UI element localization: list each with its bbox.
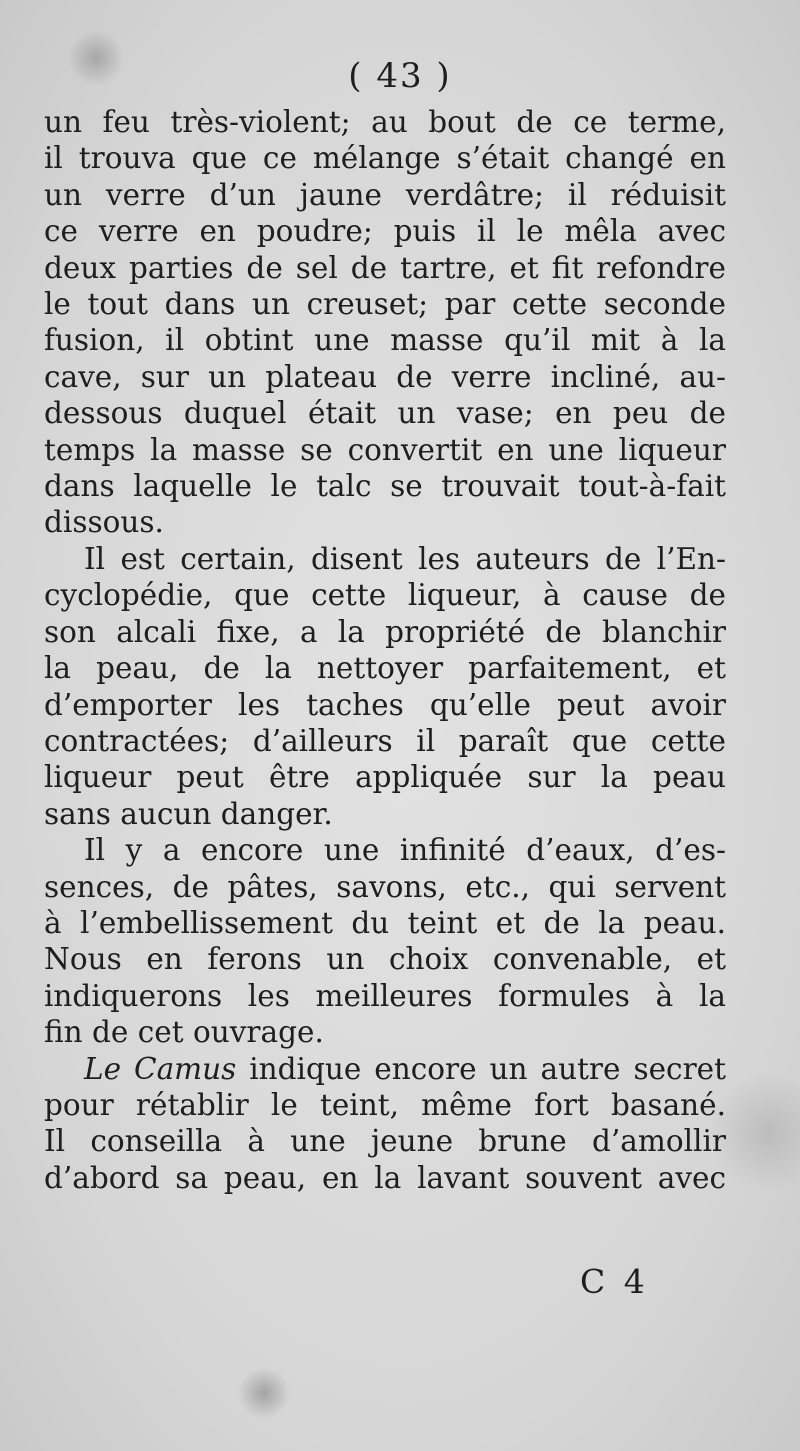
text-line: dissous.	[44, 505, 164, 540]
text-line: indiquerons les meilleures formules à la	[44, 978, 726, 1013]
text-line: Nous en ferons un choix convenable, et	[44, 942, 726, 977]
text-line: un verre d’un jaune verdâtre; il réduisit	[44, 177, 726, 212]
text-line: sences, de pâtes, savons, etc., qui servent	[44, 869, 726, 904]
text-line: d’emporter les taches qu’elle peut avoir	[44, 687, 726, 722]
text-line: ce verre en poudre; puis il le mêla avec	[44, 214, 726, 249]
text-line: un feu très-violent; au bout de ce terme,	[44, 105, 726, 139]
text-line: Il y a encore une infinité d’eaux, d’es-	[84, 833, 726, 868]
text-line: dans laquelle le talc se trouvait tout-à-fait	[44, 469, 726, 504]
text-line-rest: indique encore un autre secret	[236, 1051, 726, 1086]
page-body	[44, 104, 726, 1196]
text-line: son alcali fixe, a la propriété de blanchir	[44, 614, 726, 649]
text-line: temps la masse se convertit en une liqueur	[44, 432, 726, 467]
text-line: fusion, il obtint une masse qu’il mit à la	[44, 323, 726, 358]
text-line: dessous duquel était un vase; en peu de	[44, 396, 726, 431]
page-number: ( 43 )	[348, 56, 452, 96]
text-line: cave, sur un plateau de verre incliné, au-	[44, 359, 726, 394]
text-line: liqueur peut être appliquée sur la peau	[44, 760, 726, 795]
text-line	[44, 1051, 726, 1087]
text-line: pour rétablir le teint, même fort basané.	[44, 1087, 726, 1122]
text-line: il trouva que ce mélange s’était changé en	[44, 141, 726, 176]
text-line: à l’embellissement du teint et de la peau.	[44, 905, 726, 940]
text-line: cyclopédie, que cette liqueur, à cause de	[44, 578, 726, 613]
text-line: Il conseilla à une jeune brune d’amollir	[44, 1124, 726, 1159]
signature-mark: C 4	[580, 1262, 649, 1301]
text-line: fin de cet ouvrage.	[44, 1015, 324, 1050]
text-line: la peau, de la nettoyer parfaitement, et	[44, 651, 726, 686]
text-line: contractées; d’ailleurs il paraît que cette	[44, 723, 726, 758]
text-line: deux parties de sel de tartre, et fit refondre	[44, 250, 726, 285]
text-line: Il est certain, disent les auteurs de l’En-	[84, 541, 726, 576]
text-line: d’abord sa peau, en la lavant souvent avec	[44, 1160, 726, 1195]
author-name: Le Camus	[84, 1051, 237, 1086]
text-line: sans aucun danger.	[44, 796, 333, 831]
text-line: le tout dans un creuset; par cette seconde	[44, 287, 726, 322]
